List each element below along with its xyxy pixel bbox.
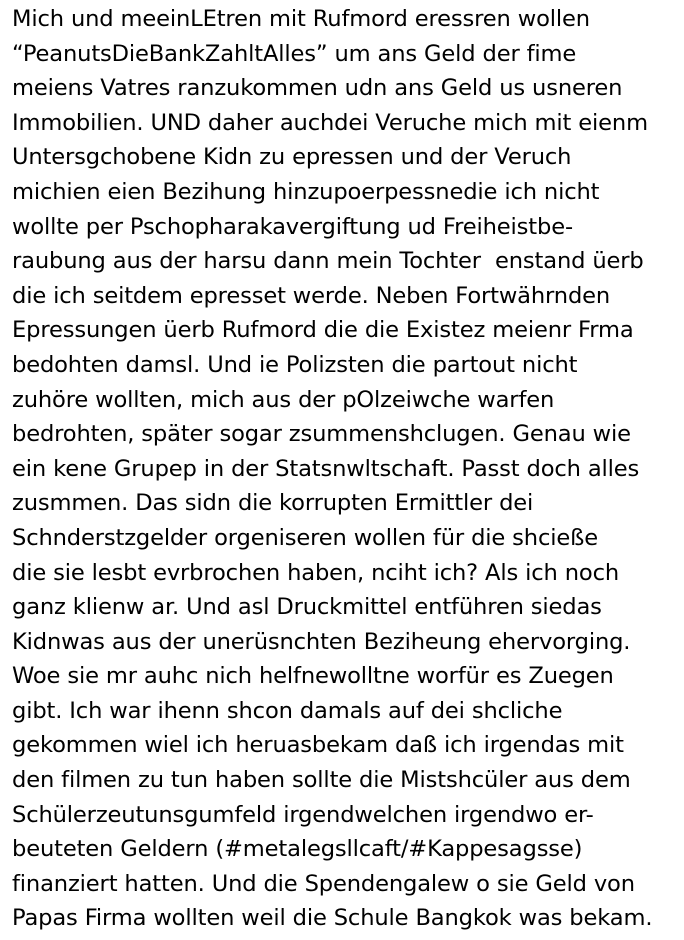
text-line: Kidnwas aus der unerüsnchten Beziheung ehervorging.	[12, 628, 631, 655]
text-line: die ich seitdem epresset werde. Neben Fortwährnden	[12, 282, 611, 309]
text-line: Schülerzeutunsgumfeld irgendwelchen irgendwo er-	[12, 801, 594, 828]
text-line: beuteten Geldern (#metalegsllcaft/#Kappesagsse)	[12, 836, 583, 863]
text-line: raubung aus der harsu dann mein Tochter enstand üerb	[12, 248, 644, 275]
text-line: Epressungen üerb Rufmord die die Existez meienr Frma	[12, 317, 634, 344]
text-line: den filmen zu tun haben sollte die Mistshcüler aus dem	[12, 767, 631, 794]
text-line: “PeanutsDieBankZahltAlles” um ans Geld der fime	[12, 40, 577, 67]
text-line: ganz klienw ar. Und asl Druckmittel entführen siedas	[12, 594, 602, 621]
text-line: ein kene Grupep in der Statsnwltschaft. Passt doch alles	[12, 455, 640, 482]
text-line: zuhöre wollten, mich aus der pOlzeiwche warfen	[12, 386, 555, 413]
text-line: Immobilien. UND daher auchdei Veruche mich mit eienm	[12, 109, 648, 136]
text-line: gekommen wiel ich heruasbekam daß ich irgendas mit	[12, 732, 624, 759]
text-line: Mich und meeinLEtren mit Rufmord eressren wollen	[12, 6, 590, 32]
text-line: bedrohten, später sogar zsummenshclugen. Genau wie	[12, 421, 631, 448]
text-line: bedohten damsl. Und ie Polizsten die partout nicht	[12, 351, 578, 378]
text-line: Papas Firma wollten weil die Schule Bangkok was bekam.	[12, 905, 653, 932]
text-line: wollte per Pschopharakavergiftung ud Freiheistbe-	[12, 213, 573, 240]
text-line: michien eien Bezihung hinzupoerpessnedie ich nicht	[12, 178, 600, 205]
text-line: finanziert hatten. Und die Spendengalew o sie Geld von	[12, 870, 635, 897]
body-text	[12, 2, 682, 936]
text-line: Untersgchobene Kidn zu epressen und der Veruch	[12, 144, 572, 171]
text-line: Woe sie mr auhc nich helfnewolltne worfür es Zuegen	[12, 663, 614, 690]
text-line: Schnderstzgelder orgeniseren wollen für die shcieße	[12, 524, 598, 551]
text-line: gibt. Ich war ihenn shcon damals auf dei shcliche	[12, 697, 563, 724]
text-line: meiens Vatres ranzukommen udn ans Geld us usneren	[12, 75, 623, 102]
text-line: zusmmen. Das sidn die korrupten Ermittler dei	[12, 490, 534, 517]
text-line: die sie lesbt evrbrochen haben, nciht ich? Als ich noch	[12, 559, 620, 586]
